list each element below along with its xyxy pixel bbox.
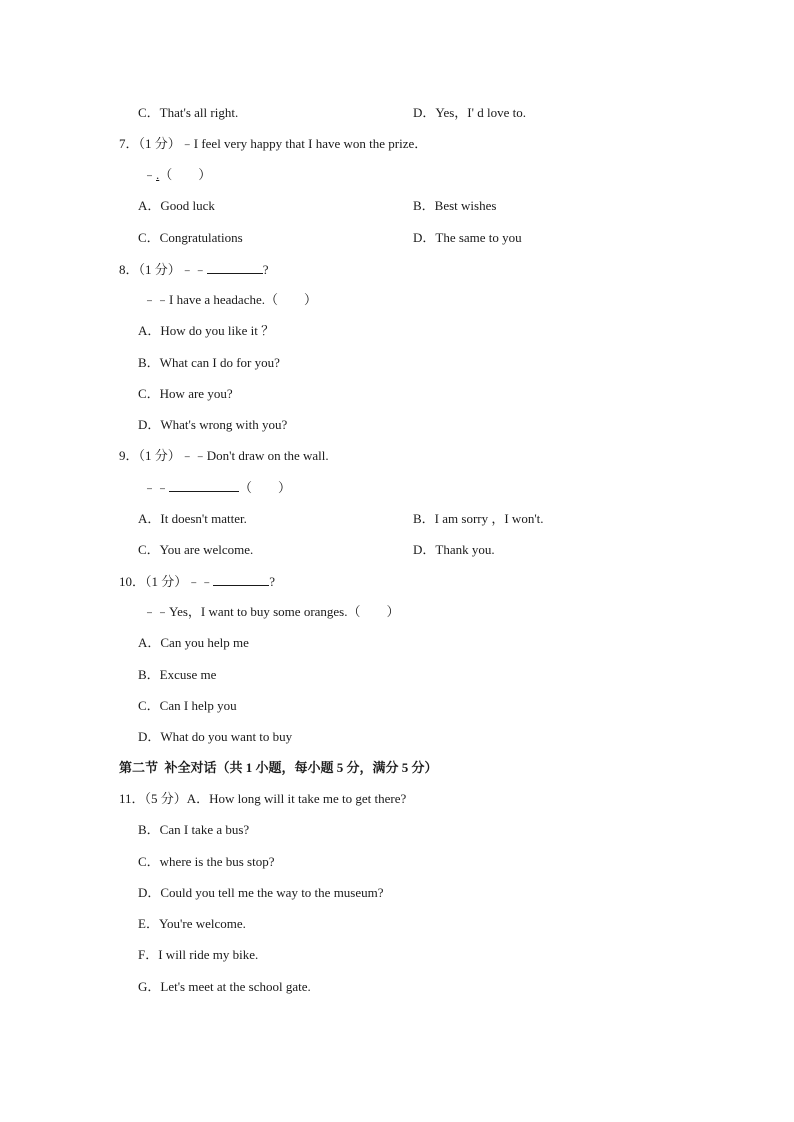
q9-reply-paren: （ ） bbox=[239, 480, 292, 495]
q11-option-e: E．You're welcome. bbox=[138, 916, 246, 931]
q8-option-d: D．What's wrong with you? bbox=[138, 417, 288, 432]
q8-option-b: B．What can I do for you? bbox=[138, 355, 280, 370]
q10-reply: ﹣﹣Yes，I want to buy some oranges.（ ） bbox=[143, 604, 400, 619]
q10-stem-prefix: 10．（1 分）﹣﹣ bbox=[119, 574, 214, 589]
q10-option-d: D．What do you want to buy bbox=[138, 729, 293, 744]
q10-option-c: C．Can I help you bbox=[138, 698, 237, 713]
q9-reply bbox=[143, 479, 291, 496]
q7-stem: 7．（1 分）﹣I feel very happy that I have won the prize． bbox=[119, 136, 428, 151]
q11-option-g: G．Let's meet at the school gate. bbox=[138, 979, 311, 994]
q11-option-b: B．Can I take a bus? bbox=[138, 822, 250, 837]
q7-reply-paren: （ ） bbox=[159, 167, 212, 182]
section-2-heading: 第二节 补全对话（共 1 小题，每小题 5 分，满分 5 分） bbox=[119, 760, 438, 775]
q11-option-d: D．Could you tell me the way to the museum? bbox=[138, 885, 384, 900]
q8-stem-prefix: 8．（1 分）﹣﹣ bbox=[119, 262, 207, 277]
q10-option-a: A．Can you help me bbox=[138, 635, 249, 650]
q7-option-b: B．Best wishes bbox=[413, 198, 497, 213]
q7-option-c: C．Congratulations bbox=[138, 230, 243, 245]
q8-stem bbox=[119, 261, 269, 278]
q9-stem: 9．（1 分）﹣﹣Don't draw on the wall. bbox=[119, 448, 329, 463]
q8-stem-suffix: ? bbox=[262, 262, 269, 277]
q7-option-a: A．Good luck bbox=[138, 198, 215, 213]
q8-answer-blank bbox=[207, 261, 263, 274]
q9-option-b: B．I am sorry ，I won't. bbox=[413, 511, 544, 526]
q8-option-a: A．How do you like it ？ bbox=[138, 323, 275, 338]
q10-stem bbox=[119, 573, 275, 590]
q11-option-f: F．I will ride my bike. bbox=[138, 947, 259, 962]
q9-answer-blank bbox=[169, 479, 239, 492]
q7-reply-blank: . bbox=[156, 167, 160, 182]
q7-reply bbox=[143, 167, 211, 183]
q8-reply: ﹣﹣I have a headache.（ ） bbox=[143, 292, 317, 307]
q7-option-d: D．The same to you bbox=[413, 230, 522, 245]
q6-option-d: D．Yes，I' d love to. bbox=[413, 105, 526, 120]
q6-option-c: C．That's all right. bbox=[138, 105, 239, 120]
q8-option-c: C．How are you? bbox=[138, 386, 233, 401]
q11-option-c: C．where is the bus stop? bbox=[138, 854, 275, 869]
q7-reply-prefix: ﹣ bbox=[143, 167, 157, 182]
q9-reply-prefix: ﹣﹣ bbox=[143, 480, 170, 495]
q9-option-d: D．Thank you. bbox=[413, 542, 495, 557]
q9-option-a: A．It doesn't matter. bbox=[138, 511, 247, 526]
q10-stem-suffix: ? bbox=[269, 574, 276, 589]
q10-option-b: B．Excuse me bbox=[138, 667, 217, 682]
q10-answer-blank bbox=[213, 573, 269, 586]
q11-stem: 11．（5 分）A．How long will it take me to get there? bbox=[119, 791, 407, 806]
q9-option-c: C．You are welcome. bbox=[138, 542, 254, 557]
